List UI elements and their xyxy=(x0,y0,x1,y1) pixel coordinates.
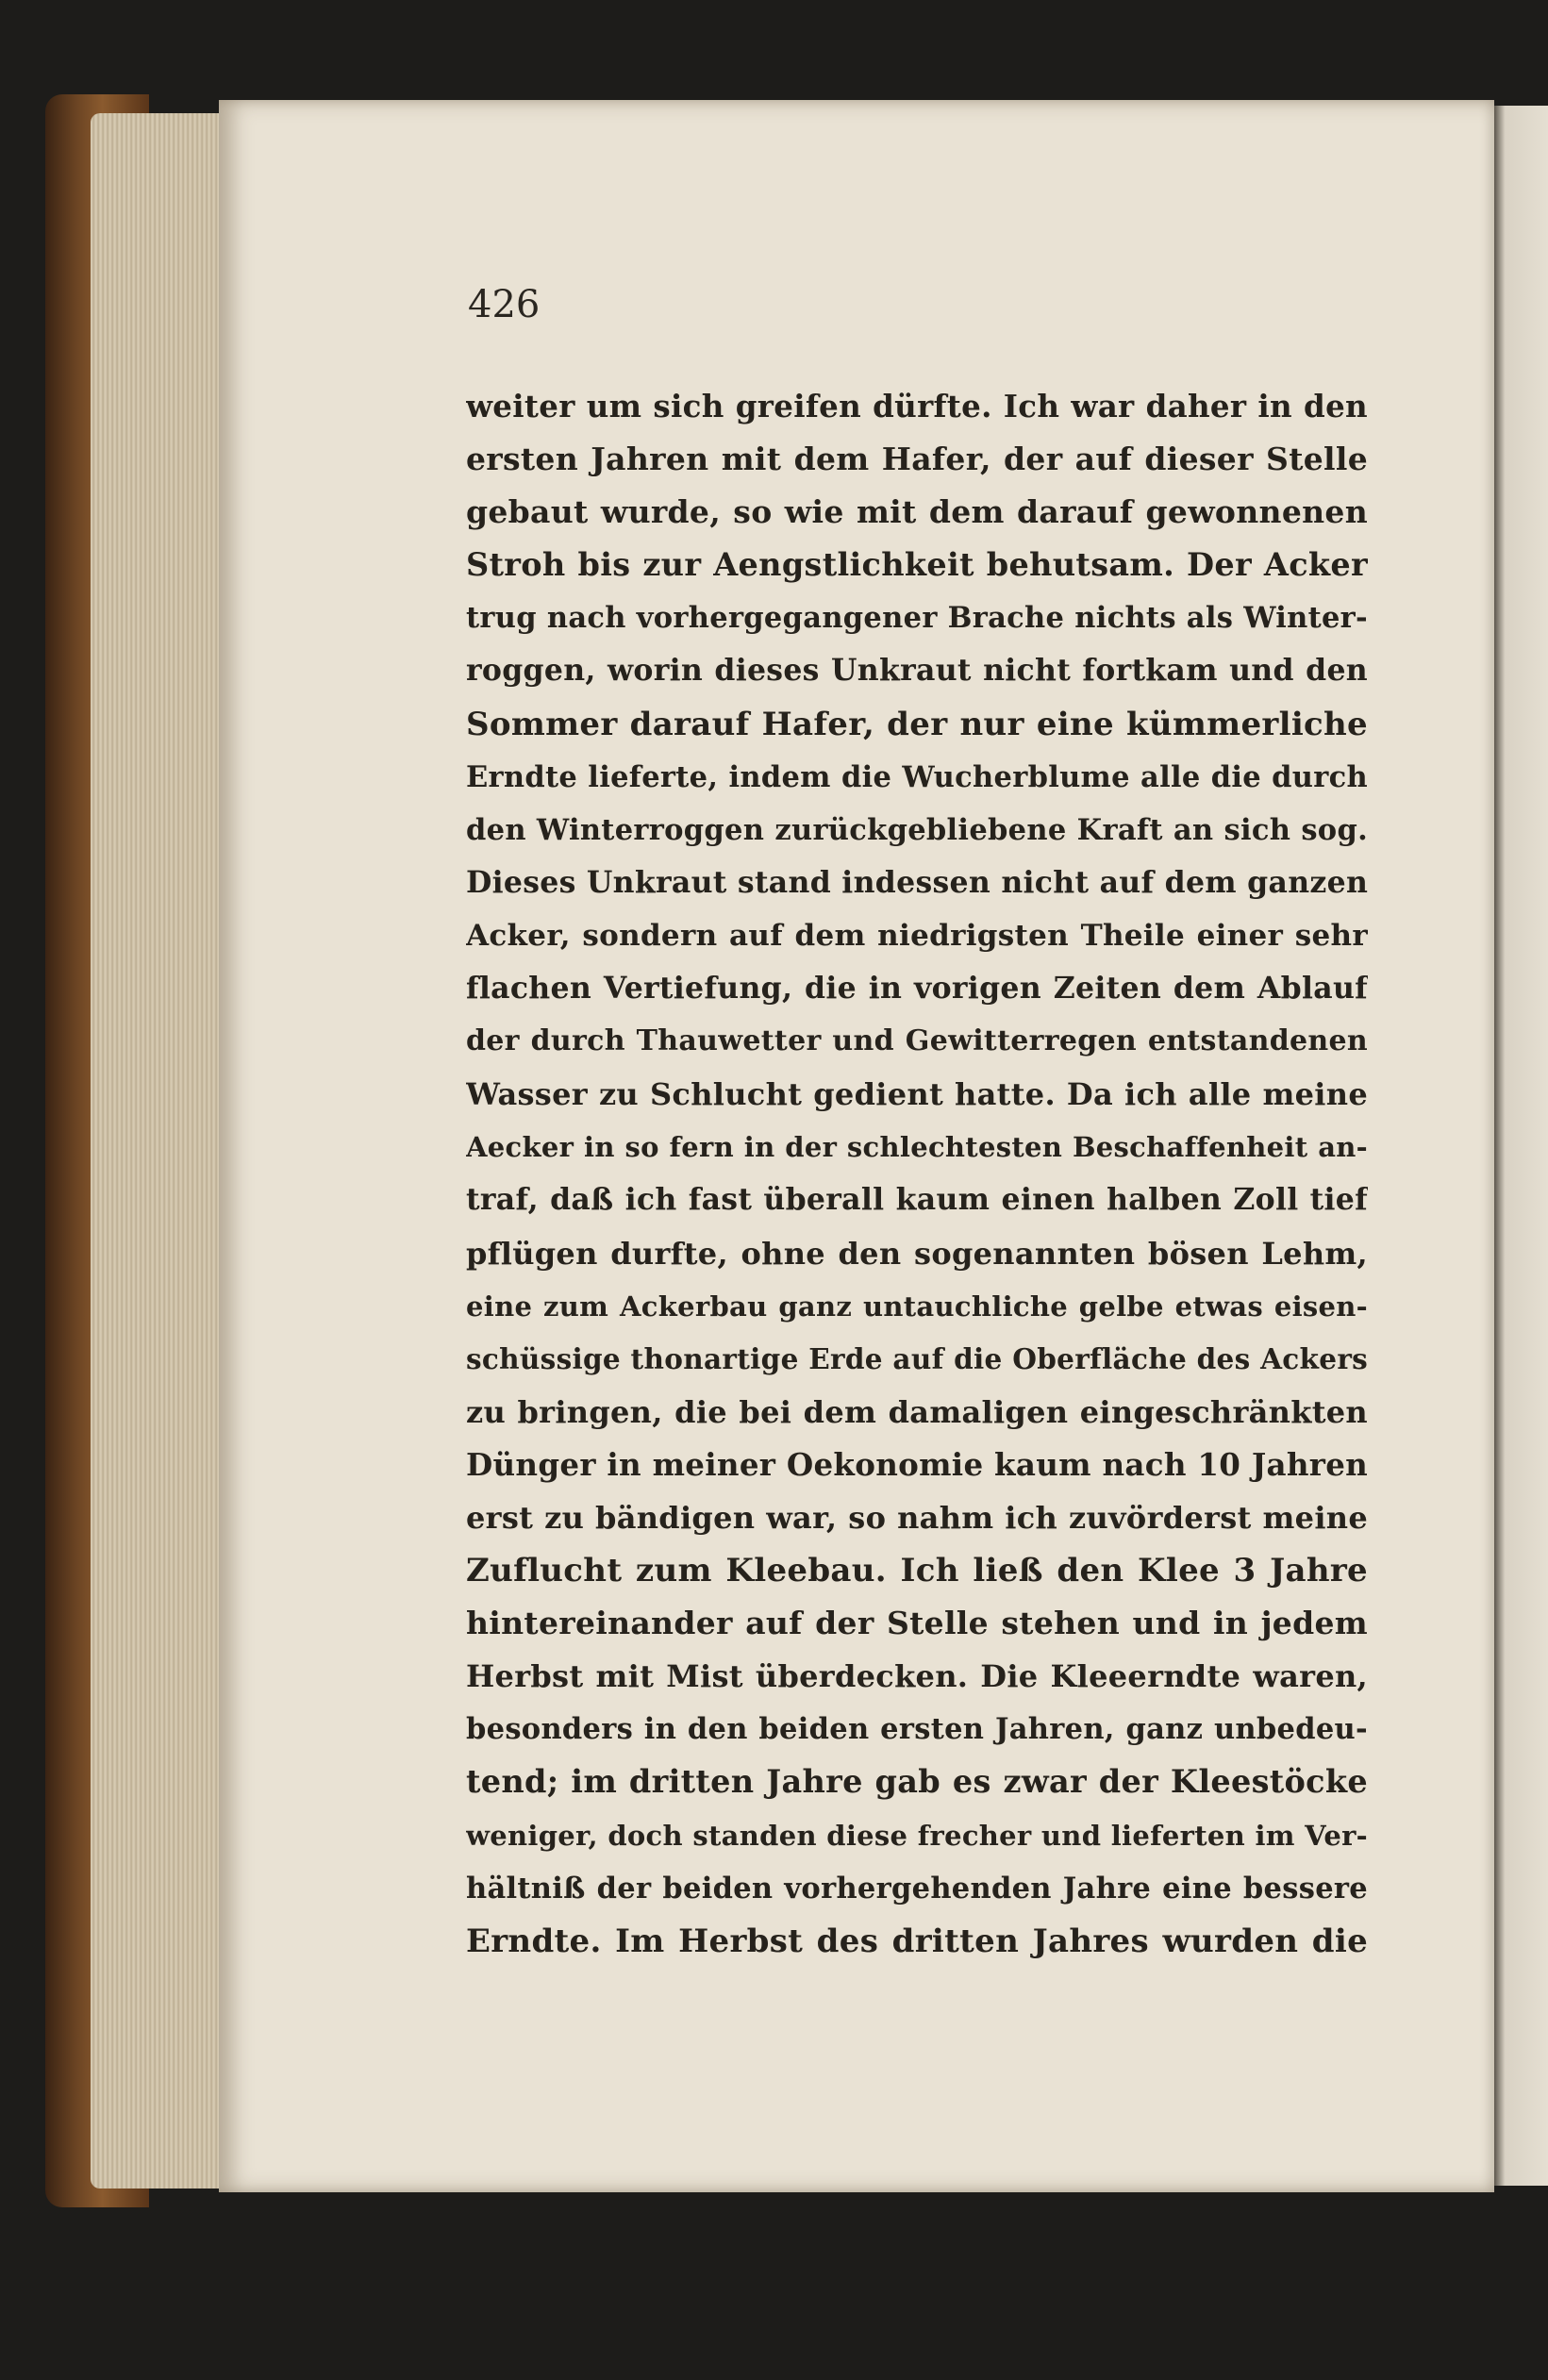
text-line: Zuflucht zum Kleebau. Ich ließ den Klee 3 Jahre xyxy=(466,1552,1368,1590)
text-line: eine zum Ackerbau ganz untauchliche gelbe etwas eisen- xyxy=(466,1290,1368,1323)
text-line: hältniß der beiden vorhergehenden Jahre eine bessere xyxy=(466,1871,1368,1906)
text-line: der durch Thauwetter und Gewitterregen entstandenen xyxy=(466,1024,1368,1058)
text-line: Erndte lieferte, indem die Wucherblume alle die durch xyxy=(466,759,1368,794)
text-line: Erndte. Im Herbst des dritten Jahres wurden die xyxy=(466,1922,1368,1960)
page-number: 426 xyxy=(468,283,541,326)
text-line: Dieses Unkraut stand indessen nicht auf dem ganzen xyxy=(466,864,1368,900)
text-line: trug nach vorhergegangener Brache nichts als Winter- xyxy=(466,601,1368,636)
text-line: ersten Jahren mit dem Hafer, der auf dieser Stelle xyxy=(466,441,1368,478)
text-line: den Winterroggen zurückgebliebene Kraft an sich sog. xyxy=(466,812,1368,847)
text-line: schüssige thonartige Erde auf die Oberfläche des Ackers xyxy=(466,1341,1368,1375)
text-line: zu bringen, die bei dem damaligen eingeschränkten xyxy=(466,1393,1368,1430)
text-line: Dünger in meiner Oekonomie kaum nach 10 Jahren xyxy=(466,1445,1368,1483)
text-line: erst zu bändigen war, so nahm ich zuvörderst meine xyxy=(466,1499,1368,1536)
page-stack-edges xyxy=(91,113,232,2189)
text-line: gebaut wurde, so wie mit dem darauf gewonnenen xyxy=(466,493,1368,531)
text-line: tend; im dritten Jahre gab es zwar der Kleestöcke xyxy=(466,1763,1368,1801)
text-line: Herbst mit Mist überdecken. Die Kleeerndte waren, xyxy=(466,1658,1368,1695)
text-line: pflügen durfte, ohne den sogenannten bösen Lehm, xyxy=(466,1235,1368,1272)
text-line: flachen Vertiefung, die in vorigen Zeiten dem Ablauf xyxy=(466,971,1368,1007)
text-line: Aecker in so fern in der schlechtesten Beschaffenheit an- xyxy=(466,1131,1368,1164)
text-line: weiter um sich greifen dürfte. Ich war daher in den xyxy=(466,388,1368,424)
text-line: hintereinander auf der Stelle stehen und in jedem xyxy=(466,1605,1368,1642)
text-line: besonders in den beiden ersten Jahren, ganz unbedeu- xyxy=(466,1712,1368,1747)
text-line: weniger, doch standen diese frecher und lieferten im Ver- xyxy=(466,1819,1368,1852)
page-body-text xyxy=(466,380,1368,1968)
text-line: Acker, sondern auf dem niedrigsten Theile einer sehr xyxy=(466,918,1368,953)
text-line: Wasser zu Schlucht gedient hatte. Da ich alle meine xyxy=(466,1076,1368,1113)
text-line: Sommer darauf Hafer, der nur eine kümmerliche xyxy=(466,705,1368,743)
text-line: Stroh bis zur Aengstlichkeit behutsam. Der Acker xyxy=(466,546,1368,584)
text-line: traf, daß ich fast überall kaum einen halben Zoll tief xyxy=(466,1182,1368,1218)
facing-page-edge xyxy=(1494,106,1548,2186)
text-line: roggen, worin dieses Unkraut nicht fortkam und den xyxy=(466,653,1368,689)
